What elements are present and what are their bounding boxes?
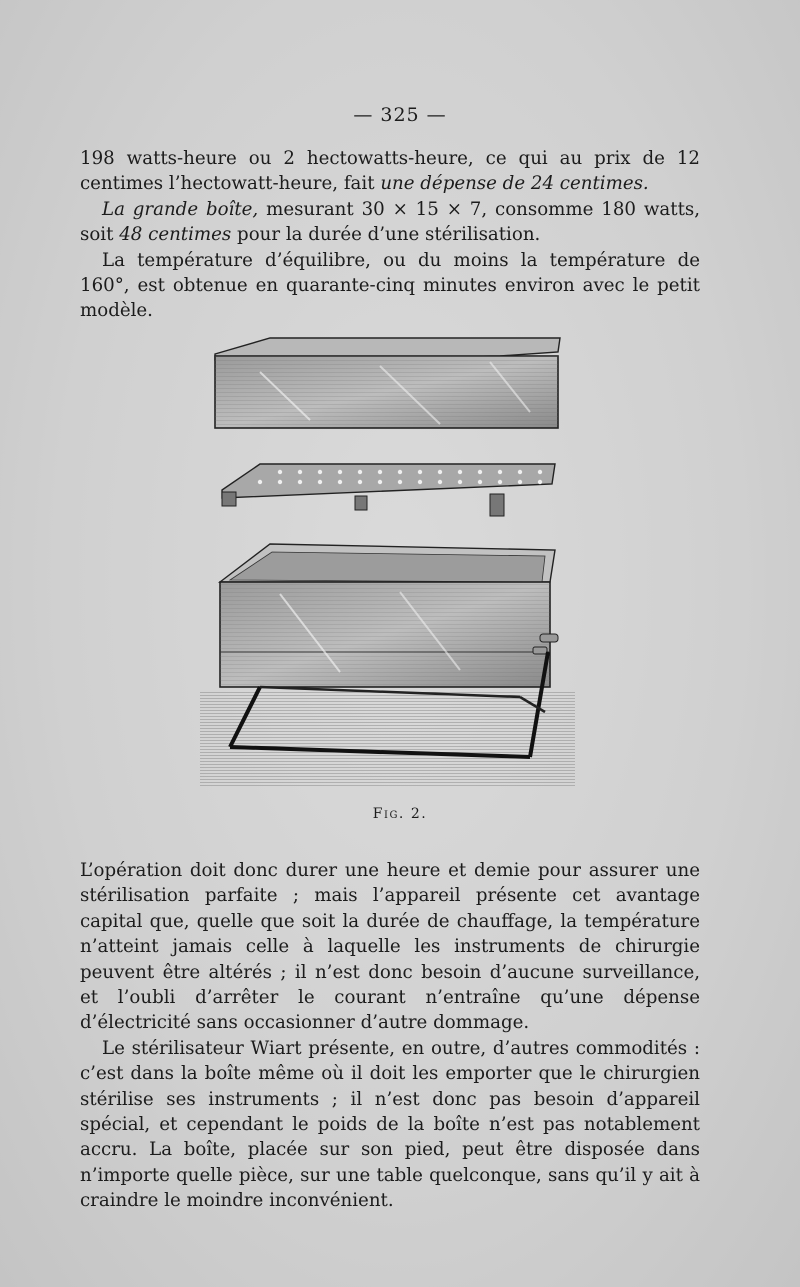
- paragraph-1b-italic-start: La grande boîte,: [102, 198, 259, 220]
- paragraph-1b-end: pour la durée d’une stérilisation.: [231, 224, 541, 246]
- paragraph-4: Le stérilisateur Wiart présente, en outre, d’autres commodités : c’est dans la boîte même où il doit les emporter que le chirurgien stérilise ses instruments ; il n’est donc pas besoin d’appareil spécial, et cependant le poids de la boîte n’est pas notablement accru. La boîte, placée sur son pied, peut être disposée dans n’importe quelle pièce, sur une table quelconque, sans qu’il y ait à craindre le moindre inconvénient.: [80, 1037, 700, 1212]
- paragraph-1b: [80, 197, 700, 248]
- perforated-tray-drawing: [222, 464, 555, 516]
- paragraph-1b-italic: 48 centimes: [119, 224, 232, 246]
- paragraph-1: [80, 146, 700, 197]
- paragraph-3: L’opération doit donc durer une heure et demie pour assurer une stérilisation parfaite ; mais l’appareil présente cet avantage capital que, quelle que soit la durée de chauffage, la température n’atteint jamais celle à laquelle les instruments de chirurgie peuvent être altérés ; il n’est donc besoin d’aucune surveillance, et l’oubli d’arrêter le courant n’entraîne qu’une dépense d’électricité sans occasionner d’autre dommage.: [80, 860, 700, 1034]
- page-number: — 325 —: [353, 104, 447, 126]
- sterilizer-illustration: [200, 332, 580, 792]
- paragraph-1-text: 198 watts-heure ou 2 hectowatts-heure, ce qui au prix de 12 centimes l’hectowatt-heure, fait: [80, 148, 700, 195]
- lid-drawing: [215, 338, 560, 428]
- box-body-drawing: [220, 544, 558, 687]
- figure-caption: Fig. 2.: [372, 806, 428, 822]
- top-text-block: [80, 146, 700, 324]
- paragraph-1-italic: une dépense de 24 centimes.: [380, 173, 649, 195]
- paragraph-2: La température d’équilibre, ou du moins la température de 160°, est obtenue en quarante-cinq minutes environ avec le petit modèle.: [80, 249, 700, 322]
- bottom-text-block: [80, 858, 700, 1214]
- paragraph-1b-text: mesurant 30 × 15 × 7, consomme 180 watts, soit: [80, 198, 700, 246]
